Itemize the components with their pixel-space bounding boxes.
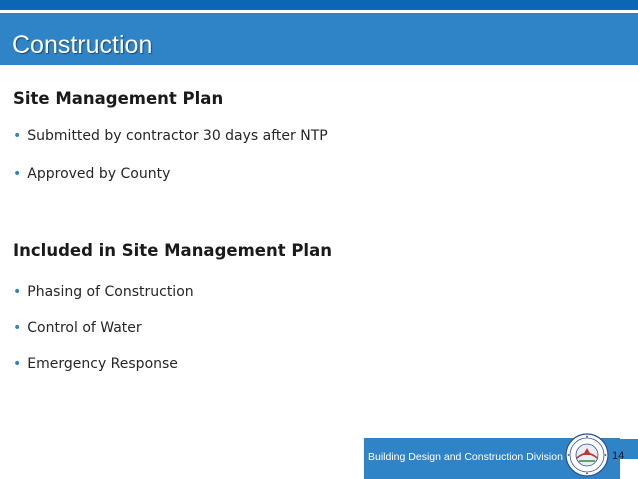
slide-title: Construction: [12, 31, 153, 59]
county-seal-icon: [565, 433, 609, 477]
bullet-dot-icon: •: [13, 284, 22, 300]
section-heading-included: Included in Site Management Plan: [13, 241, 332, 260]
page-number: 14: [612, 450, 625, 462]
bullet-item: [13, 356, 178, 372]
bullet-item: [13, 284, 194, 300]
bullet-text: Control of Water: [27, 320, 142, 336]
bullet-text: Approved by County: [27, 166, 171, 182]
bullet-dot-icon: •: [13, 128, 22, 144]
bullet-text: Phasing of Construction: [27, 284, 194, 300]
bullet-item: [13, 166, 170, 182]
section-heading-site-management-plan: Site Management Plan: [13, 89, 224, 108]
title-bar: [0, 10, 638, 68]
footer: [0, 438, 638, 479]
footer-left-gutter: [0, 438, 364, 479]
footer-division-text: Building Design and Construction Division: [368, 451, 563, 463]
bullet-text: Submitted by contractor 30 days after NTP: [27, 128, 328, 144]
top-strip: [0, 0, 638, 10]
bullet-item: [13, 128, 328, 144]
bullet-dot-icon: •: [13, 356, 22, 372]
bullet-dot-icon: •: [13, 320, 22, 336]
bullet-dot-icon: •: [13, 166, 22, 182]
bullet-item: [13, 320, 142, 336]
bullet-text: Emergency Response: [27, 356, 178, 372]
